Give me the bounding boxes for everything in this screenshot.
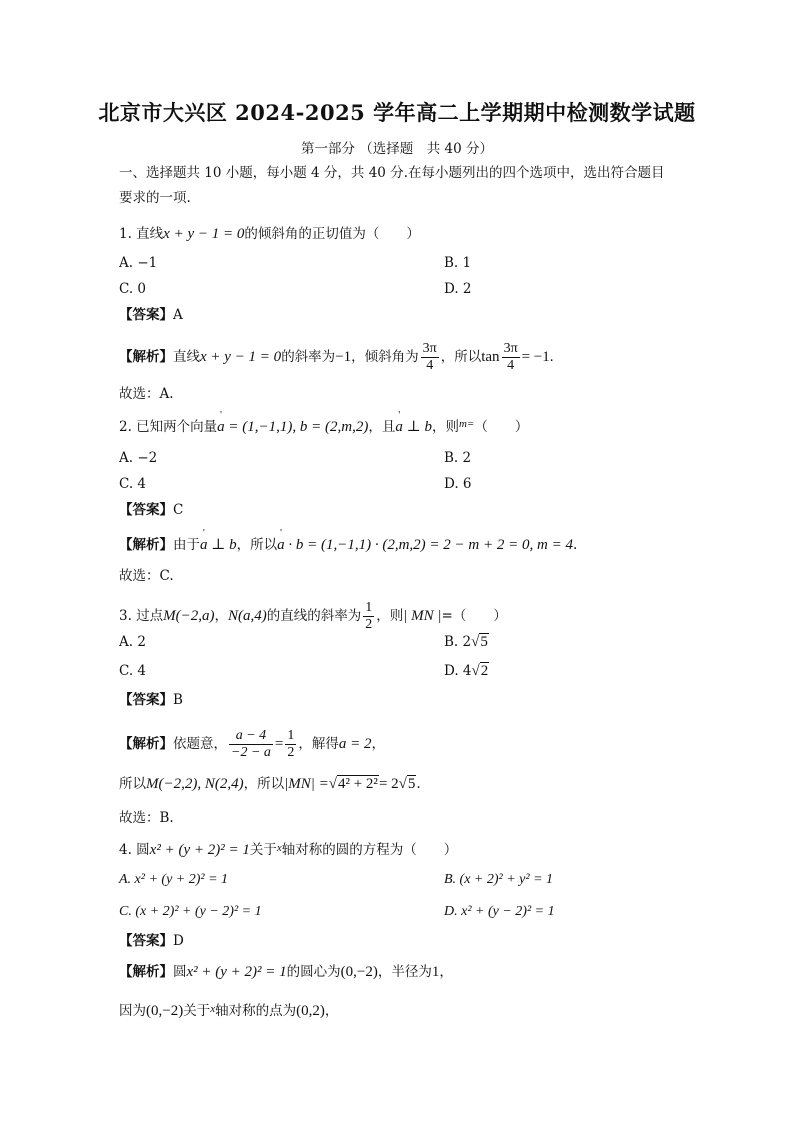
q3-mid: 的直线的斜率为 <box>266 608 362 624</box>
q2-option-a: A. −2 <box>119 450 158 466</box>
q3-line2-sqrt: √4² + 2² <box>328 776 378 792</box>
q4-option-b: B. (x + 2)² + y² = 1 <box>444 872 554 887</box>
q2-analysis <box>119 535 577 555</box>
q3-tail-b: =（ ） <box>441 608 507 624</box>
q3-analysis-frac-2 <box>285 728 296 761</box>
q1-analysis <box>119 341 554 374</box>
q3-conclusion-value: B. <box>159 810 174 826</box>
q4-radius: 1 <box>431 964 440 980</box>
q4-analysis <box>119 962 453 982</box>
q3-point-n: N(a,4) <box>228 608 267 624</box>
q1-slope: −1 <box>335 349 352 365</box>
q3-tail-a: ，则 <box>376 608 404 624</box>
q4-line2-p: (0,−2) <box>146 1003 184 1019</box>
q1-expression: x + y − 1 = 0 <box>163 226 245 242</box>
q3-frac3-num: 1 <box>287 728 295 743</box>
intro-line-2: 要求的一项. <box>119 190 191 206</box>
q2-conclusion <box>119 566 174 586</box>
q1-analysis-text-d: ，所以 <box>440 349 482 365</box>
question-2-stem <box>119 414 528 437</box>
q3-line2-a: 所以 <box>119 776 146 792</box>
intro-line-1: 一、选择题共 10 小题，每小题 4 分，共 40 分.在每小题列出的四个选项中，选出符合题目 <box>119 165 665 181</box>
q3-option-a: A. 2 <box>119 634 146 650</box>
q4-line2-d: ， <box>324 1003 339 1019</box>
q2-tail-a: ，则 <box>431 419 459 435</box>
q3-analysis-c: ， <box>371 736 385 752</box>
q3-option-d <box>444 661 489 681</box>
q3-answer-value: B <box>173 692 183 708</box>
q4-option-a: A. x² + (y + 2)² = 1 <box>119 872 229 887</box>
q4-answer <box>119 931 184 951</box>
q4-analysis-e: ， <box>439 964 453 980</box>
q3-frac3-den: 2 <box>287 745 295 760</box>
q4-analysis-b: 的圆心为 <box>286 964 341 980</box>
q4-x: x <box>276 842 282 854</box>
q4-analysis-d: ，半径为 <box>377 964 432 980</box>
q4-option-c: C. (x + 2)² + (y − 2)² = 1 <box>119 904 262 919</box>
q1-conclusion <box>119 384 174 404</box>
q3-line2-expr: M(−2,2), N(2,4) <box>146 776 244 792</box>
q4-line2-q: (0,2) <box>296 1003 325 1019</box>
q3-option-b-text: B. 2 <box>444 634 472 650</box>
q3-line2-end: . <box>416 776 421 792</box>
q2-conclusion-value: C. <box>159 568 174 584</box>
q1-frac2-den: 4 <box>507 358 515 373</box>
conclusion-prefix: 故选： <box>119 568 160 584</box>
q4-tail: 轴对称的圆的方程为（ ） <box>281 842 458 858</box>
q4-answer-value: D <box>173 933 184 949</box>
q3-conclusion <box>119 808 174 828</box>
q4-line2-a: 因为 <box>119 1003 146 1019</box>
q4-mid: 关于 <box>249 842 277 858</box>
q1-number: 1. 直线 <box>119 226 164 242</box>
q3-answer <box>119 690 183 710</box>
q2-vectors: ' a = (1,−1,1), b = (2,m,2) <box>217 417 368 437</box>
q4-line2-x: x <box>210 1003 216 1015</box>
q3-line2-b: ，所以 <box>243 776 285 792</box>
q2-analysis-b: ，所以 <box>236 537 278 553</box>
q1-analysis-text-c: ，倾斜角为 <box>351 349 419 365</box>
analysis-tag: 【解析】 <box>119 964 173 980</box>
page-title: 北京市大兴区 2024-2025 学年高二上学期期中检测数学试题 <box>98 100 696 125</box>
analysis-tag: 【解析】 <box>119 537 173 553</box>
q1-tan: tan <box>481 349 500 365</box>
q3-option-c: C. 4 <box>119 663 147 679</box>
q1-conclusion-value: A. <box>159 386 174 402</box>
q1-answer-value: A <box>173 307 183 323</box>
q2-analysis-perp: ' a ⊥ b <box>200 535 237 555</box>
q3-option-b-sqrt: √5 <box>471 634 488 650</box>
q3-option-b-rad: 5 <box>480 634 488 650</box>
conclusion-prefix: 故选： <box>119 810 160 826</box>
q1-option-d: D. 2 <box>444 281 472 297</box>
q3-analysis-a: 依题意， <box>173 736 227 752</box>
answer-tag: 【答案】 <box>119 307 173 323</box>
analysis-tag: 【解析】 <box>119 736 173 752</box>
q3-solution: a = 2 <box>338 736 372 752</box>
q2-analysis-end: . <box>572 537 578 553</box>
q3-number: 3. 过点 <box>119 608 164 624</box>
q2-answer <box>119 500 183 520</box>
q3-line2-rad: 4² + 2² <box>337 776 378 792</box>
question-3-stem <box>119 600 507 633</box>
q2-analysis-expr: ' a · b = (1,−1,1) · (2,m,2) = 2 − m + 2 = 0, m = 4 <box>277 535 573 555</box>
q4-number: 4. 圆 <box>119 842 150 858</box>
q2-analysis-a: 由于 <box>173 537 200 553</box>
question-4-stem <box>119 838 457 860</box>
q3-frac-num: 1 <box>365 600 373 615</box>
analysis-tag: 【解析】 <box>119 349 173 365</box>
q3-line2-rad-2: 5 <box>407 776 416 792</box>
q3-option-d-text: D. 4 <box>444 663 472 679</box>
q1-option-b: B. 1 <box>444 255 472 271</box>
question-1-stem <box>119 224 420 244</box>
q1-answer <box>119 305 183 325</box>
answer-tag: 【答案】 <box>119 692 173 708</box>
q3-analysis-line-2 <box>119 774 421 794</box>
q4-analysis-expr: x² + (y + 2)² = 1 <box>186 964 287 980</box>
answer-tag: 【答案】 <box>119 502 173 518</box>
q1-frac2-num: 3π <box>503 341 518 356</box>
answer-tag: 【答案】 <box>119 933 173 949</box>
q3-comma: ， <box>214 608 229 624</box>
q2-number: 2. 已知两个向量 <box>119 419 218 435</box>
q3-option-d-rad: 2 <box>480 663 489 679</box>
q3-analysis-frac <box>229 728 273 761</box>
q3-option-b <box>444 632 489 652</box>
q3-line2-res: = 2 <box>378 776 399 792</box>
q4-analysis-a: 圆 <box>173 964 187 980</box>
q3-line2-mn: |MN| = <box>284 776 329 792</box>
q1-frac-num: 3π <box>422 341 437 356</box>
q2-option-b: B. 2 <box>444 450 472 466</box>
q1-analysis-expr: x + y − 1 = 0 <box>200 349 282 365</box>
q1-option-a: A. −1 <box>119 255 158 271</box>
q2-m: m= <box>458 418 475 430</box>
q1-analysis-text: 直线 <box>173 349 200 365</box>
q3-frac2-den: −2 − a <box>231 745 271 760</box>
q3-frac-den: 2 <box>365 617 373 632</box>
q1-frac-den: 4 <box>426 358 434 373</box>
q4-line2-b: 关于 <box>183 1003 211 1019</box>
q3-line2-sqrt-2: √5 <box>398 776 416 792</box>
q3-fraction <box>363 600 374 633</box>
q1-fraction-2 <box>502 341 520 374</box>
q1-fraction <box>421 341 439 374</box>
q2-option-d: D. 6 <box>444 476 472 492</box>
q3-point-m: M(−2,a) <box>163 608 215 624</box>
q2-answer-value: C <box>173 502 184 518</box>
q4-option-d: D. x² + (y − 2)² = 1 <box>444 904 555 919</box>
q1-analysis-text-b: 的斜率为 <box>281 349 336 365</box>
q1-option-c: C. 0 <box>119 281 147 297</box>
q4-expression: x² + (y + 2)² = 1 <box>149 842 250 858</box>
q3-frac2-num: a − 4 <box>229 728 273 745</box>
q2-tail-b: （ ） <box>474 419 529 435</box>
q2-perp: ' a ⊥ b <box>395 417 432 437</box>
conclusion-prefix: 故选： <box>119 386 160 402</box>
q2-option-c: C. 4 <box>119 476 147 492</box>
q4-line2-c: 轴对称的点为 <box>215 1003 297 1019</box>
section-subtitle: 第一部分 （选择题 共 40 分） <box>300 141 494 157</box>
q4-analysis-center: (0,−2) <box>340 964 378 980</box>
q3-analysis-b: ，解得 <box>298 736 339 752</box>
q3-analysis <box>119 728 385 761</box>
q1-tail: 的倾斜角的正切值为（ ） <box>244 226 420 242</box>
q3-mn: | MN | <box>403 608 442 624</box>
q3-option-d-sqrt: √2 <box>471 663 489 679</box>
q2-mid: ，且 <box>368 419 396 435</box>
q4-analysis-line-2 <box>119 999 338 1021</box>
q1-analysis-end: = −1. <box>521 349 554 365</box>
q3-eq: = <box>274 736 284 752</box>
